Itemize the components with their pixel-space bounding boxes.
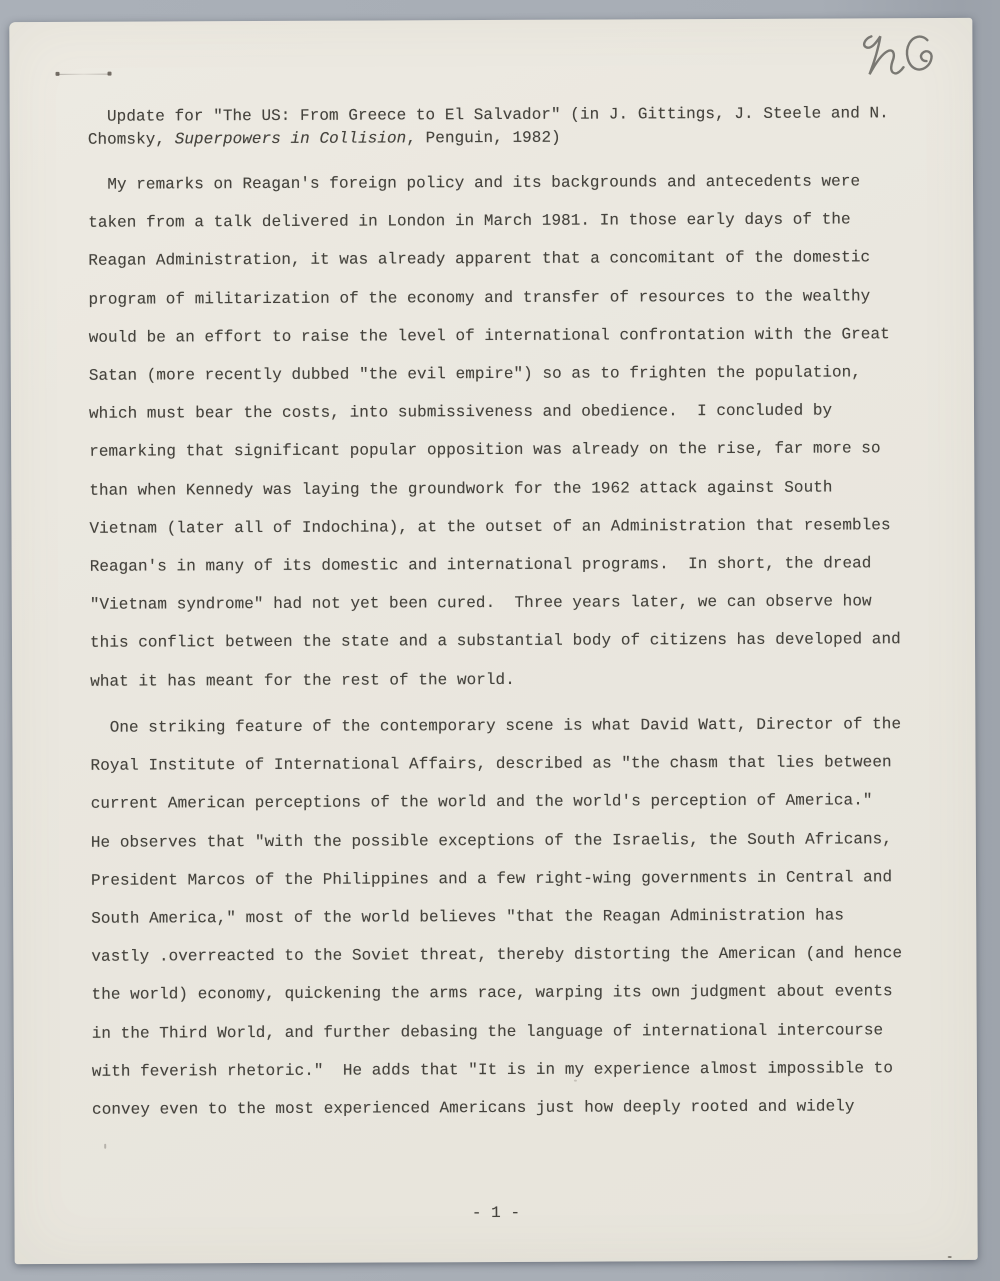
typed-line: the world) economy, quickening the arms race, warping its own judgment about events bbox=[91, 982, 893, 1005]
typed-line: in the Third World, and further debasing the language of international intercourse bbox=[91, 1020, 884, 1043]
page-number: - 1 - bbox=[471, 1203, 521, 1223]
heading-text: , Penguin, 1982) bbox=[406, 128, 561, 148]
typed-line: with feverish rhetoric." He adds that "It is in my experience almost impossible to bbox=[91, 1059, 894, 1081]
typed-line: taken from a talk delivered in London in March 1981. In those early days of the bbox=[88, 210, 851, 232]
typed-line: convey even to the most experienced Americans just how deeply rooted and widely bbox=[92, 1097, 855, 1119]
typed-line: South America," most of the world believes "that the Reagan Administration has bbox=[91, 906, 845, 928]
typed-line: Reagan's in many of its domestic and international programs. In short, the dread bbox=[89, 554, 872, 576]
typed-line: "Vietnam syndrome" had not yet been cured. Three years later, we can observe how bbox=[89, 592, 872, 614]
typed-line: My remarks on Reagan's foreign policy and its backgrounds and antecedents were bbox=[87, 172, 861, 194]
staple-hole-left bbox=[56, 72, 60, 76]
staple-mark bbox=[56, 72, 112, 77]
staple-wire bbox=[58, 74, 110, 75]
book-title-italic: Superpowers in Collision bbox=[174, 129, 407, 149]
body-paragraph bbox=[90, 705, 903, 1129]
typed-line: program of militarization of the economy and transfer of resources to the wealthy bbox=[88, 286, 871, 309]
document-page bbox=[9, 18, 977, 1264]
heading-text: Update for "The US: From Greece to El Salvador" (in J. Gittings, J. Steele and N. bbox=[87, 104, 889, 126]
typed-line: remarking that significant popular opposition was already on the rise, far more so bbox=[89, 439, 881, 462]
typed-line: Satan (more recently dubbed "the evil empire") so as to frighten the population, bbox=[88, 363, 861, 385]
body-paragraph bbox=[88, 162, 901, 700]
paper-speck bbox=[574, 1080, 577, 1082]
typed-line: Royal Institute of International Affairs, described as "the chasm that lies between bbox=[90, 753, 892, 775]
staple-hole-right bbox=[108, 72, 112, 76]
typed-line: current American perceptions of the world and the world's perception of America." bbox=[90, 791, 873, 814]
paper-speck bbox=[948, 1256, 952, 1258]
document-heading bbox=[88, 102, 889, 151]
typed-line: Vietnam (later all of Indochina), at the outset of an Administration that resembles bbox=[89, 516, 891, 538]
paper-speck bbox=[104, 1144, 106, 1149]
typed-line bbox=[88, 102, 889, 128]
typed-line: President Marcos of the Philippines and a few right-wing governments in Central and bbox=[91, 868, 893, 890]
typed-line: vastly .overreacted to the Soviet threat, thereby distorting the American (and hence bbox=[91, 944, 903, 966]
heading-text: Chomsky, bbox=[87, 130, 175, 149]
typed-line: Reagan Administration, it was already apparent that a concomitant of the domestic bbox=[88, 248, 871, 271]
typed-line: He observes that "with the possible exceptions of the Israelis, the South Africans, bbox=[90, 829, 893, 852]
pencil-initials-nc-icon bbox=[857, 26, 941, 86]
typed-line: which must bear the costs, into submissiveness and obedience. I concluded by bbox=[88, 401, 833, 423]
typed-line bbox=[88, 125, 889, 151]
typed-line: would be an effort to raise the level of international confrontation with the Great bbox=[88, 325, 890, 347]
typed-line: what it has meant for the rest of the world. bbox=[90, 670, 515, 691]
typed-line: than when Kennedy was laying the groundwork for the 1962 attack against South bbox=[89, 478, 833, 500]
typed-line: this conflict between the state and a substantial body of citizens has developed and bbox=[89, 630, 901, 653]
typed-line: One striking feature of the contemporary scene is what David Watt, Director of the bbox=[90, 715, 902, 737]
